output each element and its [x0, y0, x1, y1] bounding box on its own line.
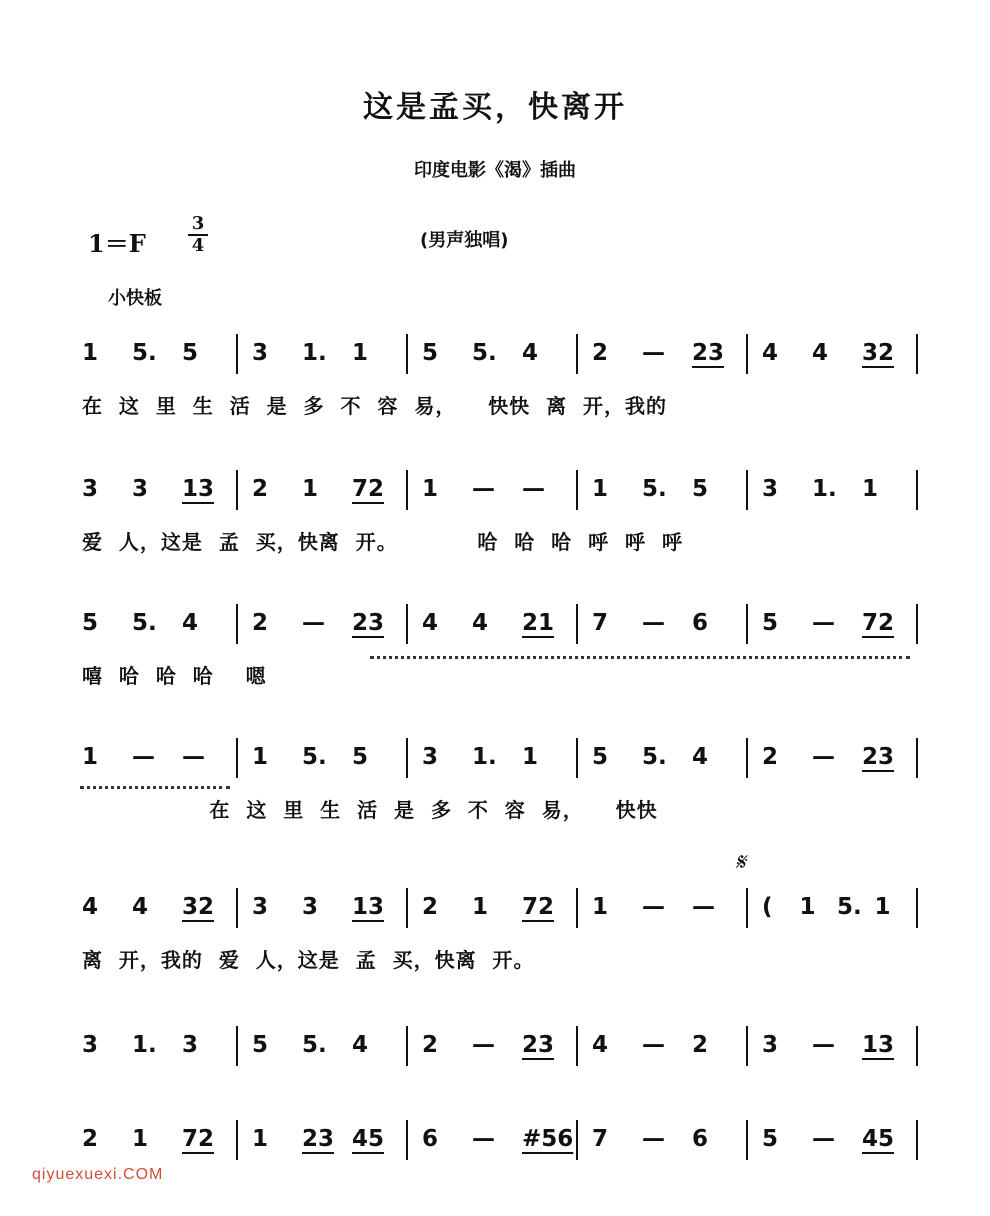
time-signature-bottom: 4	[191, 235, 205, 256]
note-token: 1	[352, 340, 369, 366]
note-token: 23	[692, 340, 725, 366]
note-token: 3	[132, 476, 149, 502]
note-token: —	[132, 744, 155, 770]
note-token: 5	[692, 476, 709, 502]
bar-line	[916, 888, 918, 928]
note-token: 1	[132, 1126, 149, 1152]
bar-line	[746, 1120, 748, 1160]
note-token: (	[762, 894, 773, 920]
note-token: 1	[82, 744, 99, 770]
bar-line	[406, 738, 408, 778]
bar-line	[916, 1026, 918, 1066]
score-row	[0, 466, 990, 566]
tempo-marking: 小快板	[108, 288, 162, 309]
bar-line	[236, 888, 238, 928]
note-token: 72	[182, 1126, 215, 1152]
notation-line	[70, 330, 920, 380]
song-title: 这是孟买，快离开	[363, 90, 627, 125]
note-token: 3	[82, 476, 99, 502]
note-token: 23	[862, 744, 895, 770]
note-token: 5.	[302, 1032, 327, 1058]
note-token: 3	[82, 1032, 99, 1058]
score-row	[0, 734, 990, 834]
note-token: —	[812, 744, 835, 770]
bar-line	[406, 604, 408, 644]
note-token: 1.	[812, 476, 837, 502]
note-token: 2	[252, 476, 269, 502]
time-signature-top: 3	[188, 214, 208, 236]
note-token: 45	[352, 1126, 385, 1152]
note-token: 2	[422, 1032, 439, 1058]
bar-line	[576, 738, 578, 778]
note-token: 3	[422, 744, 439, 770]
note-token: 1	[799, 894, 816, 920]
bar-line	[746, 1026, 748, 1066]
note-token: —	[812, 1032, 835, 1058]
note-token: 13	[182, 476, 215, 502]
bar-line	[236, 470, 238, 510]
bar-line	[576, 1026, 578, 1066]
bar-line	[236, 1120, 238, 1160]
note-token: 1	[302, 476, 319, 502]
note-token: #56	[522, 1126, 574, 1152]
notation-line	[70, 466, 920, 516]
note-token: 5	[592, 744, 609, 770]
note-token: —	[812, 1126, 835, 1152]
bar-line	[406, 470, 408, 510]
time-signature	[188, 214, 208, 256]
bar-line	[406, 1026, 408, 1066]
notation-line	[70, 600, 920, 650]
note-token: 32	[862, 340, 895, 366]
note-token: 72	[862, 610, 895, 636]
bar-line	[916, 1120, 918, 1160]
score-row	[0, 600, 990, 700]
key-signature: 1＝F	[88, 229, 146, 258]
note-token: 6	[692, 610, 709, 636]
note-token: 1	[252, 744, 269, 770]
note-token: 23	[302, 1126, 335, 1152]
lyrics-line: 在 这 里 生 活 是 多 不 容 易， 快快 离 开，我的	[82, 394, 668, 418]
note-token: —	[642, 610, 665, 636]
note-token: 4	[182, 610, 199, 636]
note-token: 5.	[302, 744, 327, 770]
note-token: 4	[82, 894, 99, 920]
note-token: 5.	[132, 340, 157, 366]
note-token: 4	[352, 1032, 369, 1058]
lyrics-line: 爱 人，这是 孟 买，快离 开。 哈 哈 哈 呼 呼 呼	[82, 530, 683, 554]
note-token: 1	[874, 894, 891, 920]
note-token: 7	[592, 610, 609, 636]
note-token: —	[472, 476, 495, 502]
note-token: —	[812, 610, 835, 636]
note-token: 21	[522, 610, 555, 636]
note-token: 6	[692, 1126, 709, 1152]
bar-line	[236, 1026, 238, 1066]
note-token: —	[522, 476, 545, 502]
bar-line	[916, 334, 918, 374]
note-token: 3	[182, 1032, 199, 1058]
notation-line	[70, 884, 920, 934]
bar-line	[746, 888, 748, 928]
note-token: 5.	[642, 744, 667, 770]
bar-line	[576, 1120, 578, 1160]
bar-line	[916, 470, 918, 510]
bar-line	[576, 604, 578, 644]
bar-line	[746, 604, 748, 644]
bar-line	[746, 738, 748, 778]
bar-line	[236, 604, 238, 644]
note-token: 3	[762, 1032, 779, 1058]
note-token: 4	[132, 894, 149, 920]
note-token: 4	[812, 340, 829, 366]
note-token: 1	[422, 476, 439, 502]
note-token: 1	[592, 894, 609, 920]
note-token: 2	[592, 340, 609, 366]
bar-line	[406, 888, 408, 928]
note-token: 3	[762, 476, 779, 502]
note-token: 5	[422, 340, 439, 366]
note-token: 23	[352, 610, 385, 636]
note-token: 1	[862, 476, 879, 502]
bar-line	[236, 334, 238, 374]
note-token: 4	[762, 340, 779, 366]
note-token: 1	[472, 894, 489, 920]
score-row	[0, 1022, 990, 1122]
note-token: 6	[422, 1126, 439, 1152]
note-token: 1	[252, 1126, 269, 1152]
note-token: 5	[352, 744, 369, 770]
bar-line	[916, 604, 918, 644]
note-token: 4	[592, 1032, 609, 1058]
note-token: 23	[522, 1032, 555, 1058]
score-row	[0, 330, 990, 430]
note-token: —	[692, 894, 715, 920]
note-token: 3	[252, 894, 269, 920]
note-token: 13	[352, 894, 385, 920]
note-token: 5	[252, 1032, 269, 1058]
note-token: 5	[762, 1126, 779, 1152]
note-token: 1.	[132, 1032, 157, 1058]
note-token: 1.	[472, 744, 497, 770]
note-token: 72	[522, 894, 555, 920]
note-token: 1	[522, 744, 539, 770]
note-token: 5	[182, 340, 199, 366]
note-token: 4	[522, 340, 539, 366]
bar-line	[576, 470, 578, 510]
site-watermark: qiyuexuexi.COM	[32, 1166, 164, 1183]
note-token: 4	[692, 744, 709, 770]
song-subtitle: 印度电影《渴》插曲	[414, 160, 576, 181]
note-token: —	[182, 744, 205, 770]
note-token: 5.	[642, 476, 667, 502]
note-token: —	[472, 1032, 495, 1058]
voice-designation: (男声独唱)	[420, 230, 509, 251]
note-token: 5	[82, 610, 99, 636]
bar-line	[236, 738, 238, 778]
note-token: 4	[472, 610, 489, 636]
note-token: —	[472, 1126, 495, 1152]
melisma-dots	[80, 786, 230, 789]
note-token: 1.	[302, 340, 327, 366]
note-token: 2	[692, 1032, 709, 1058]
note-token: 4	[422, 610, 439, 636]
note-token: 2	[762, 744, 779, 770]
note-token: 72	[352, 476, 385, 502]
note-token: —	[642, 894, 665, 920]
bar-line	[576, 888, 578, 928]
note-token: 2	[422, 894, 439, 920]
notation-line	[70, 1022, 920, 1072]
note-token: 5.	[837, 894, 862, 920]
note-token: —	[302, 610, 325, 636]
bar-line	[916, 738, 918, 778]
lyrics-line: 离 开，我的 爱 人，这是 孟 买，快离 开。	[82, 948, 535, 972]
note-token: —	[642, 1032, 665, 1058]
note-token: 2	[82, 1126, 99, 1152]
lyrics-line: 在 这 里 生 活 是 多 不 容 易， 快快	[82, 798, 658, 822]
note-token: 7	[592, 1126, 609, 1152]
note-token: 3	[302, 894, 319, 920]
note-token: 13	[862, 1032, 895, 1058]
note-token: 1	[82, 340, 99, 366]
notation-line	[70, 734, 920, 784]
note-token: 5.	[472, 340, 497, 366]
note-token: 2	[252, 610, 269, 636]
note-token: 1	[592, 476, 609, 502]
note-token: 5.	[132, 610, 157, 636]
notation-line	[70, 1116, 920, 1166]
note-token: 5	[762, 610, 779, 636]
note-token: 3	[252, 340, 269, 366]
melisma-dots	[370, 656, 910, 659]
bar-line	[746, 334, 748, 374]
lyrics-line: 嘻 哈 哈 哈 嗯	[82, 664, 267, 688]
note-token: —	[642, 340, 665, 366]
segno-sign: 𝄋	[735, 848, 746, 876]
bar-line	[746, 470, 748, 510]
note-token: —	[642, 1126, 665, 1152]
note-token: 45	[862, 1126, 895, 1152]
note-token: 32	[182, 894, 215, 920]
bar-line	[406, 1120, 408, 1160]
bar-line	[406, 334, 408, 374]
score-row	[0, 884, 990, 984]
bar-line	[576, 334, 578, 374]
